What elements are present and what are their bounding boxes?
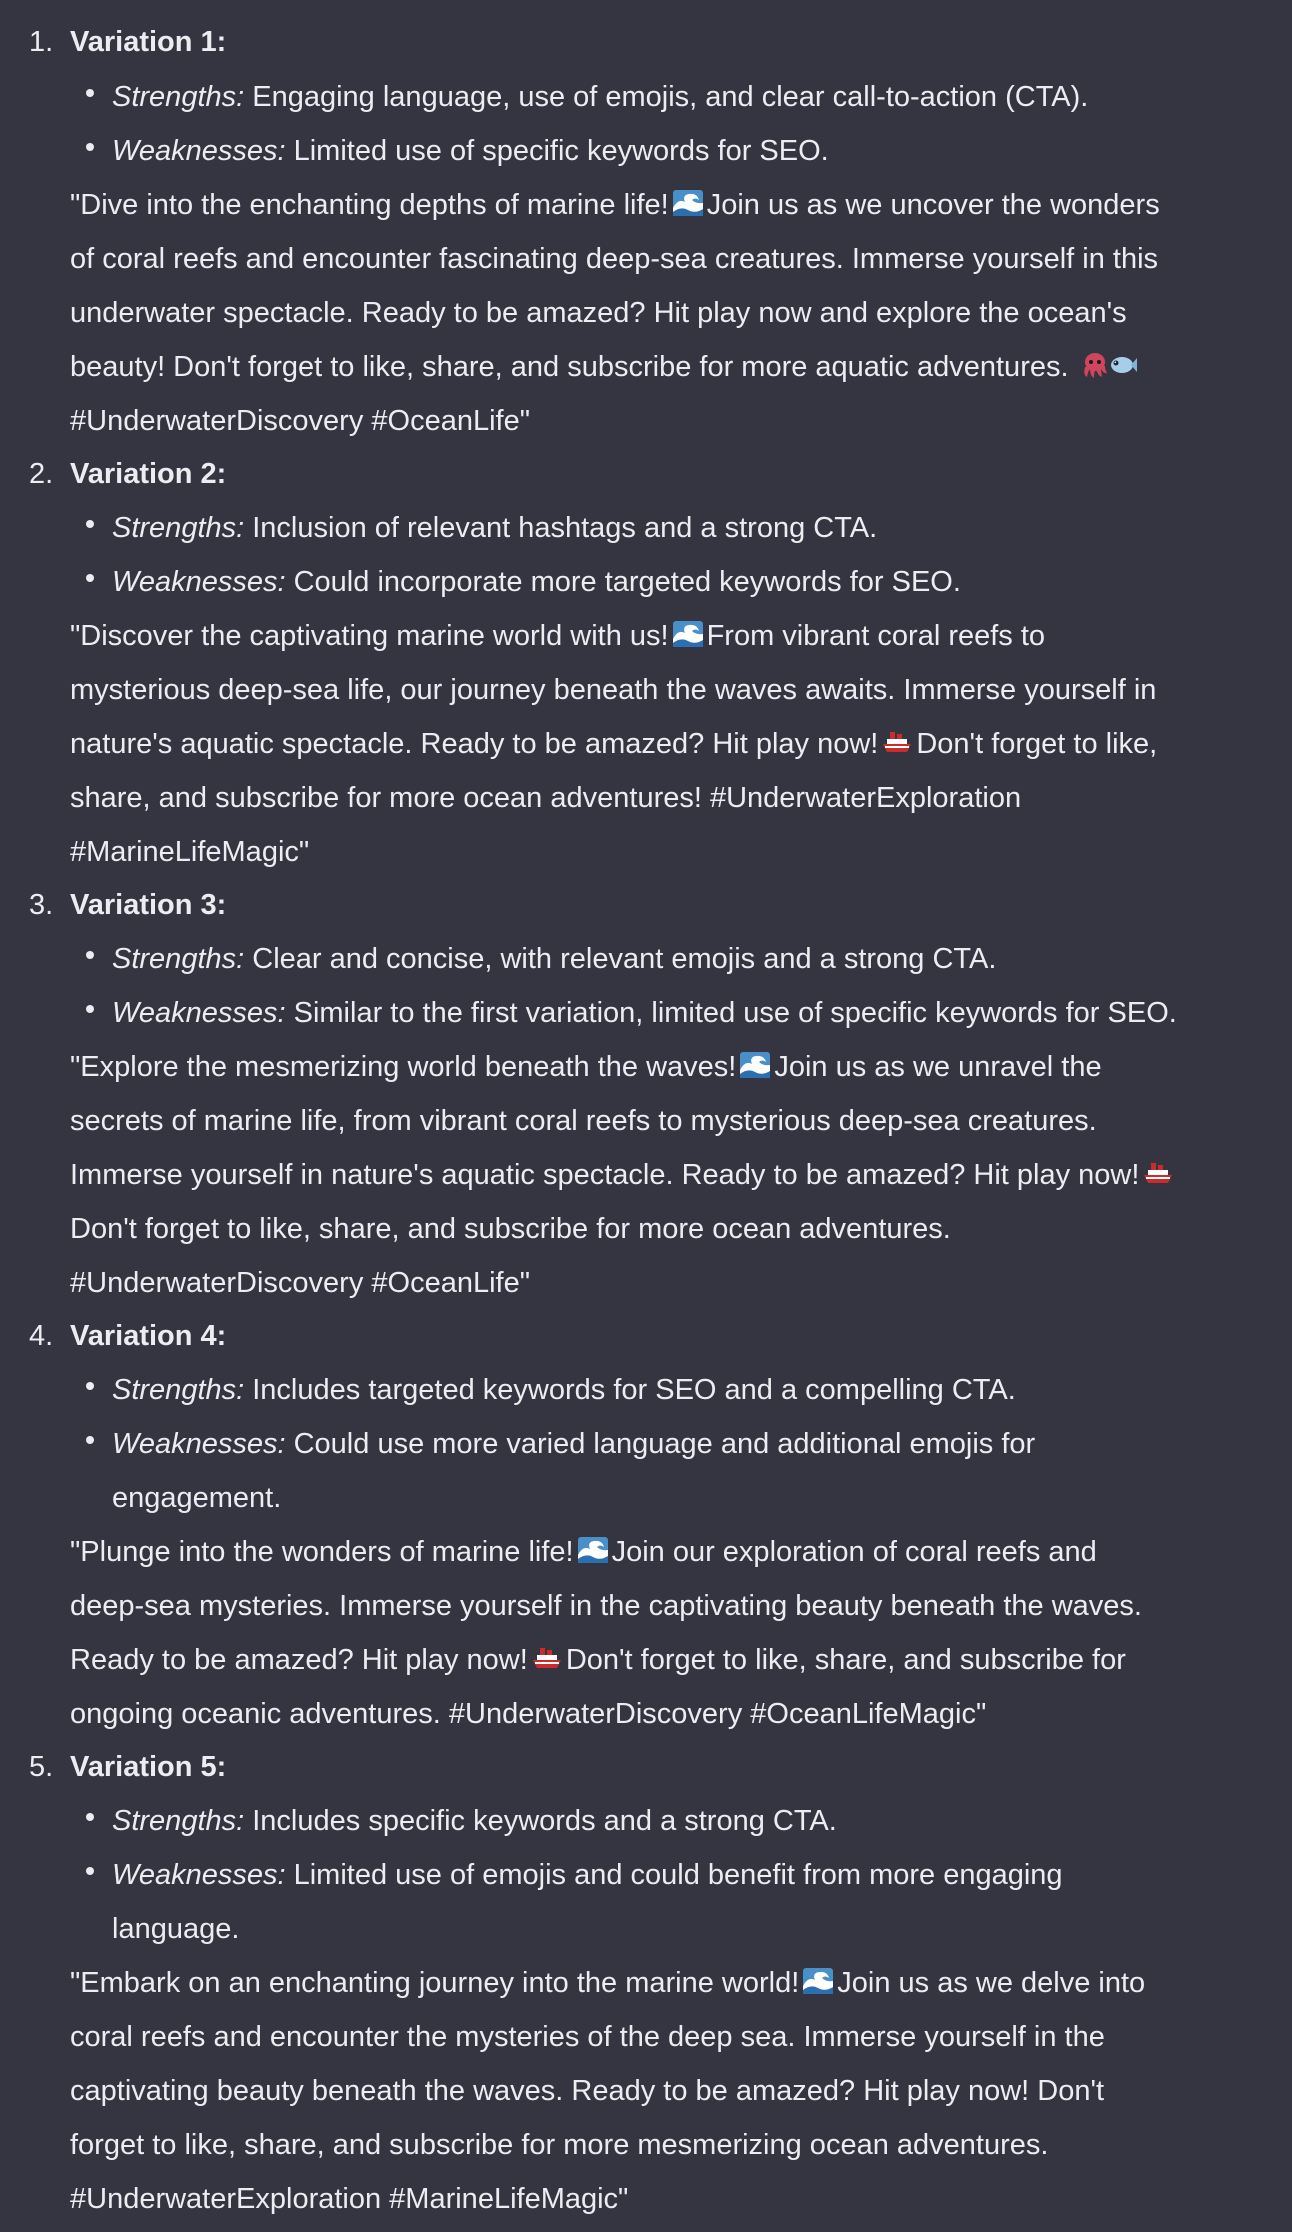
caption-text: "Discover the captivating marine world with us! — [70, 620, 669, 652]
caption-line: #UnderwaterDiscovery #OceanLife" — [70, 405, 531, 437]
bullet-point — [86, 1867, 94, 1875]
weaknesses-label: Weaknesses: — [112, 1428, 286, 1460]
variation-title: Variation 3: — [70, 889, 227, 921]
strengths-line — [112, 70, 1088, 124]
bullet-point — [86, 1813, 94, 1821]
strengths-line — [112, 501, 877, 555]
strengths-text: Includes specific keywords and a strong CTA. — [252, 1805, 837, 1837]
water-wave-icon — [578, 1537, 608, 1563]
bullet-point — [86, 520, 94, 528]
variation-title: Variation 1: — [70, 26, 227, 58]
weaknesses-label: Weaknesses: — [112, 566, 286, 598]
variation-title: Variation 4: — [70, 1320, 227, 1352]
bullet-point — [86, 1436, 94, 1444]
list-number: 1. — [29, 26, 54, 58]
caption-line: captivating beauty beneath the waves. Ready to be amazed? Hit play now! Don't — [70, 2075, 1105, 2107]
caption-text: Join us as we uncover the wonders — [706, 189, 1160, 221]
caption-line — [70, 178, 1160, 232]
weaknesses-text-continued: language. — [112, 1913, 240, 1945]
weaknesses-label: Weaknesses: — [112, 1859, 286, 1891]
caption-line — [70, 609, 1045, 663]
caption-line — [70, 717, 1157, 771]
ship-icon — [882, 730, 912, 754]
weaknesses-line — [112, 986, 1177, 1040]
caption-text: Join us as we unravel the — [774, 1051, 1102, 1083]
strengths-text: Inclusion of relevant hashtags and a strong CTA. — [252, 512, 878, 544]
weaknesses-text: Could incorporate more targeted keywords for SEO. — [293, 566, 961, 598]
weaknesses-line — [112, 1417, 1035, 1471]
caption-line — [70, 1148, 1177, 1202]
caption-line: share, and subscribe for more ocean adventures! #UnderwaterExploration — [70, 782, 1022, 814]
strengths-label: Strengths: — [112, 1805, 245, 1837]
caption-line — [70, 1040, 1102, 1094]
caption-line — [70, 340, 1141, 394]
caption-line: forget to like, share, and subscribe for more mesmerizing ocean adventures. — [70, 2129, 1049, 2161]
list-number: 3. — [29, 889, 54, 921]
water-wave-icon — [740, 1052, 770, 1078]
caption-line — [70, 1956, 1145, 2010]
caption-text: From vibrant coral reefs to — [706, 620, 1046, 652]
octopus-icon — [1081, 351, 1109, 379]
list-number: 4. — [29, 1320, 54, 1352]
weaknesses-label: Weaknesses: — [112, 135, 286, 167]
caption-text: Don't forget to like, share, and subscribe for — [565, 1644, 1126, 1676]
fish-icon — [1109, 354, 1137, 376]
caption-line — [70, 1633, 1126, 1687]
strengths-text: Includes targeted keywords for SEO and a compelling CTA. — [252, 1374, 1016, 1406]
ship-icon — [532, 1646, 562, 1670]
list-number: 5. — [29, 1751, 54, 1783]
water-wave-icon — [803, 1968, 833, 1994]
variation-title: Variation 2: — [70, 458, 227, 490]
caption-text: "Embark on an enchanting journey into the marine world! — [70, 1967, 800, 1999]
caption-line — [70, 1525, 1097, 1579]
caption-text: "Dive into the enchanting depths of marine life! — [70, 189, 669, 221]
variation-title: Variation 5: — [70, 1751, 227, 1783]
caption-line: Don't forget to like, share, and subscribe for more ocean adventures. — [70, 1213, 951, 1245]
weaknesses-text: Similar to the first variation, limited use of specific keywords for SEO. — [293, 997, 1177, 1029]
bullet-point — [86, 951, 94, 959]
caption-line: #MarineLifeMagic" — [70, 836, 310, 868]
caption-text: Ready to be amazed? Hit play now! — [70, 1644, 528, 1676]
strengths-text: Engaging language, use of emojis, and clear call-to-action (CTA). — [252, 81, 1089, 113]
water-wave-icon — [673, 621, 703, 647]
bullet-point — [86, 143, 94, 151]
water-wave-icon — [673, 190, 703, 216]
caption-text: nature's aquatic spectacle. Ready to be amazed? Hit play now! — [70, 728, 879, 760]
list-number: 2. — [29, 458, 54, 490]
strengths-label: Strengths: — [112, 81, 245, 113]
bullet-point — [86, 89, 94, 97]
weaknesses-text: Could use more varied language and additional emojis for — [293, 1428, 1036, 1460]
caption-line: underwater spectacle. Ready to be amazed? Hit play now and explore the ocean's — [70, 297, 1127, 329]
caption-line: ongoing oceanic adventures. #UnderwaterDiscovery #OceanLifeMagic" — [70, 1698, 987, 1730]
caption-text: "Plunge into the wonders of marine life! — [70, 1536, 574, 1568]
strengths-line — [112, 1363, 1016, 1417]
strengths-label: Strengths: — [112, 1374, 245, 1406]
caption-text: Immerse yourself in nature's aquatic spectacle. Ready to be amazed? Hit play now! — [70, 1159, 1140, 1191]
caption-text: beauty! Don't forget to like, share, and subscribe for more aquatic adventures. — [70, 351, 1069, 383]
weaknesses-text-continued: engagement. — [112, 1482, 282, 1514]
strengths-text: Clear and concise, with relevant emojis and a strong CTA. — [252, 943, 997, 975]
caption-text: Join our exploration of coral reefs and — [611, 1536, 1097, 1568]
caption-line: #UnderwaterExploration #MarineLifeMagic" — [70, 2183, 629, 2215]
strengths-line — [112, 1794, 837, 1848]
bullet-point — [86, 1382, 94, 1390]
caption-line: of coral reefs and encounter fascinating deep-sea creatures. Immerse yourself in this — [70, 243, 1159, 275]
bullet-point — [86, 1005, 94, 1013]
caption-line: mysterious deep-sea life, our journey beneath the waves awaits. Immerse yourself in — [70, 674, 1157, 706]
caption-line: secrets of marine life, from vibrant coral reefs to mysterious deep-sea creatures. — [70, 1105, 1097, 1137]
bullet-point — [86, 574, 94, 582]
caption-text: Join us as we delve into — [837, 1967, 1146, 1999]
caption-line: coral reefs and encounter the mysteries of the deep sea. Immerse yourself in the — [70, 2021, 1105, 2053]
caption-line: #UnderwaterDiscovery #OceanLife" — [70, 1267, 531, 1299]
caption-line: deep-sea mysteries. Immerse yourself in the captivating beauty beneath the waves. — [70, 1590, 1142, 1622]
weaknesses-line — [112, 124, 829, 178]
caption-text: Don't forget to like, — [916, 728, 1158, 760]
strengths-label: Strengths: — [112, 512, 245, 544]
weaknesses-text: Limited use of specific keywords for SEO. — [293, 135, 829, 167]
weaknesses-text: Limited use of emojis and could benefit from more engaging — [293, 1859, 1063, 1891]
weaknesses-line — [112, 555, 961, 609]
strengths-line — [112, 932, 996, 986]
ship-icon — [1143, 1161, 1173, 1185]
caption-text: "Explore the mesmerizing world beneath the waves! — [70, 1051, 737, 1083]
weaknesses-line — [112, 1848, 1063, 1902]
weaknesses-label: Weaknesses: — [112, 997, 286, 1029]
strengths-label: Strengths: — [112, 943, 245, 975]
